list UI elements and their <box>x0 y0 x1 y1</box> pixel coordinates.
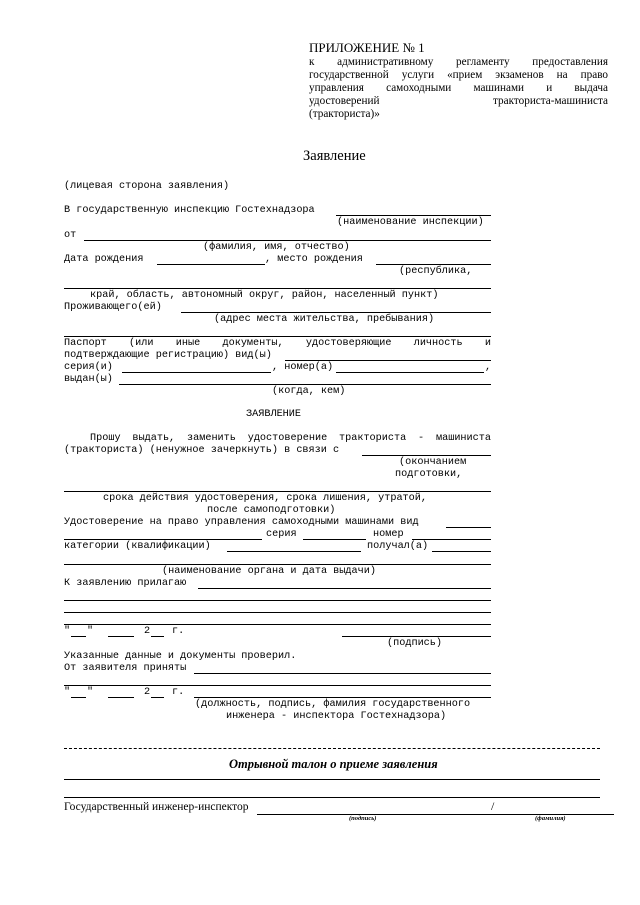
reason-field-2[interactable] <box>64 491 491 492</box>
birth-place-label: , место рождения <box>265 254 363 265</box>
license-kind-label: Удостоверение на право управления самоходными машинами вид <box>64 517 419 528</box>
appendix-line-5: (тракториста)» <box>309 108 380 120</box>
residing-label: Проживающего(ей) <box>64 302 162 313</box>
date-year-prefix: 2 <box>144 626 151 637</box>
series-field[interactable] <box>122 372 271 373</box>
appendix-line-3: управления самоходными машинами и выдача <box>309 82 608 94</box>
sign-hint: (подпись) <box>349 815 377 822</box>
reason-hint-4: после самоподготовки) <box>207 505 336 516</box>
signature-field[interactable] <box>342 636 491 637</box>
date-month-field[interactable] <box>108 636 134 637</box>
date2-year-prefix: 2 <box>144 687 151 698</box>
birth-date-field[interactable] <box>157 264 265 265</box>
appendix-title: ПРИЛОЖЕНИЕ № 1 <box>309 40 425 55</box>
inspection-field[interactable] <box>336 215 491 216</box>
series-label: серия(и) <box>64 362 113 373</box>
license-kind-field-2[interactable] <box>64 539 262 540</box>
attached-field-3[interactable] <box>64 612 491 613</box>
passport-line-2: подтверждающие регистрацию) вид(ы) <box>64 350 272 361</box>
official-hint-1: (должность, подпись, фамилия государственного <box>195 699 471 710</box>
license-number-label: номер <box>373 529 404 540</box>
date2-year-field[interactable] <box>151 697 164 698</box>
issued-field[interactable] <box>119 384 491 385</box>
attached-field-4[interactable] <box>64 624 491 625</box>
side-note: (лицевая сторона заявления) <box>64 181 230 192</box>
date2-day-field[interactable] <box>71 697 86 698</box>
from-field[interactable] <box>84 240 491 241</box>
from-label: от <box>64 230 77 241</box>
attached-field-2[interactable] <box>64 600 491 601</box>
license-series-field[interactable] <box>303 539 366 540</box>
residence-field[interactable] <box>181 312 491 313</box>
organ-field[interactable] <box>64 564 491 565</box>
date2-quote-close: " <box>87 687 94 698</box>
issued-hint: (когда, кем) <box>272 386 346 397</box>
accepted-field[interactable] <box>194 673 491 674</box>
number-field[interactable] <box>336 372 484 373</box>
number-label: , номер(а) <box>272 362 334 373</box>
official-hint-2: инженера - инспектора Гостехнадзора) <box>226 711 447 722</box>
reason-hint-1: (окончанием <box>399 457 467 468</box>
region-hint: край, область, автономный округ, район, населенный пункт) <box>90 290 439 301</box>
license-series-label: серия <box>266 529 297 540</box>
form-title: Заявление <box>303 148 366 164</box>
number-comma: , <box>485 362 492 373</box>
inspector-label: Государственный инженер-инспектор <box>64 801 249 813</box>
name-hint: (фамилия, имя, отчество) <box>203 242 350 253</box>
license-number-field[interactable] <box>412 539 491 540</box>
address-hint: (адрес места жительства, пребывания) <box>214 314 435 325</box>
tear-off-field-2[interactable] <box>64 797 600 798</box>
attached-field-1[interactable] <box>198 588 491 589</box>
date-day-field[interactable] <box>71 636 86 637</box>
category-field[interactable] <box>227 551 361 552</box>
tear-line <box>64 748 600 749</box>
date-quote-open: " <box>64 626 71 637</box>
received-label: получал(а) <box>367 541 429 552</box>
accepted-field-2[interactable] <box>64 685 491 686</box>
surname-hint: (фамилия) <box>535 815 566 822</box>
date-quote-close: " <box>87 626 94 637</box>
appendix-line-4: удостоверений тракториста-машиниста <box>309 95 608 107</box>
reason-hint-3: срока действия удостоверения, срока лишения, утратой, <box>103 493 428 504</box>
tear-off-field-1[interactable] <box>64 779 600 780</box>
reason-field[interactable] <box>362 455 491 456</box>
date2-quote-open: " <box>64 687 71 698</box>
residence-field-2[interactable] <box>64 336 491 337</box>
to-inspection-label: В государственную инспекцию Гостехнадзора <box>64 205 315 216</box>
signature-hint: (подпись) <box>387 638 443 649</box>
official-field[interactable] <box>194 697 491 698</box>
statement-heading: ЗАЯВЛЕНИЕ <box>246 409 302 420</box>
date2-year-suffix: г. <box>172 687 185 698</box>
license-kind-field[interactable] <box>446 527 491 528</box>
appendix-line-2: государственной услуги «прием экзаменов на право <box>309 69 608 81</box>
checked-text: Указанные данные и документы проверил. <box>64 651 297 662</box>
request-line-1: Прошу выдать, заменить удостоверение тракториста - машиниста <box>90 433 491 444</box>
date-year-suffix: г. <box>172 626 185 637</box>
accepted-label: От заявителя приняты <box>64 663 187 674</box>
organ-hint: (наименование органа и дата выдачи) <box>162 566 376 577</box>
tear-off-title: Отрывной талон о приеме заявления <box>229 757 438 771</box>
birth-place-field-2[interactable] <box>64 288 491 289</box>
passport-kind-field[interactable] <box>285 360 491 361</box>
inspection-hint: (наименование инспекции) <box>337 217 484 228</box>
issued-label: выдан(ы) <box>64 374 113 385</box>
birth-date-label: Дата рождения <box>64 254 144 265</box>
birth-place-field[interactable] <box>376 264 491 265</box>
passport-line-1: Паспорт (или иные документы, удостоверяющие личность и <box>64 338 491 349</box>
republic-hint: (республика, <box>399 266 473 277</box>
date2-month-field[interactable] <box>108 697 134 698</box>
date-year-field[interactable] <box>151 636 164 637</box>
appendix-line-1: к административному регламенту предоставления <box>309 56 608 68</box>
reason-hint-2: подготовки, <box>395 469 463 480</box>
received-field[interactable] <box>432 551 491 552</box>
request-line-2: (тракториста) (ненужное зачеркнуть) в связи с <box>64 445 340 456</box>
inspector-slash: / <box>491 799 495 813</box>
attached-label: К заявлению прилагаю <box>64 578 187 589</box>
category-label: категории (квалификации) <box>64 541 211 552</box>
